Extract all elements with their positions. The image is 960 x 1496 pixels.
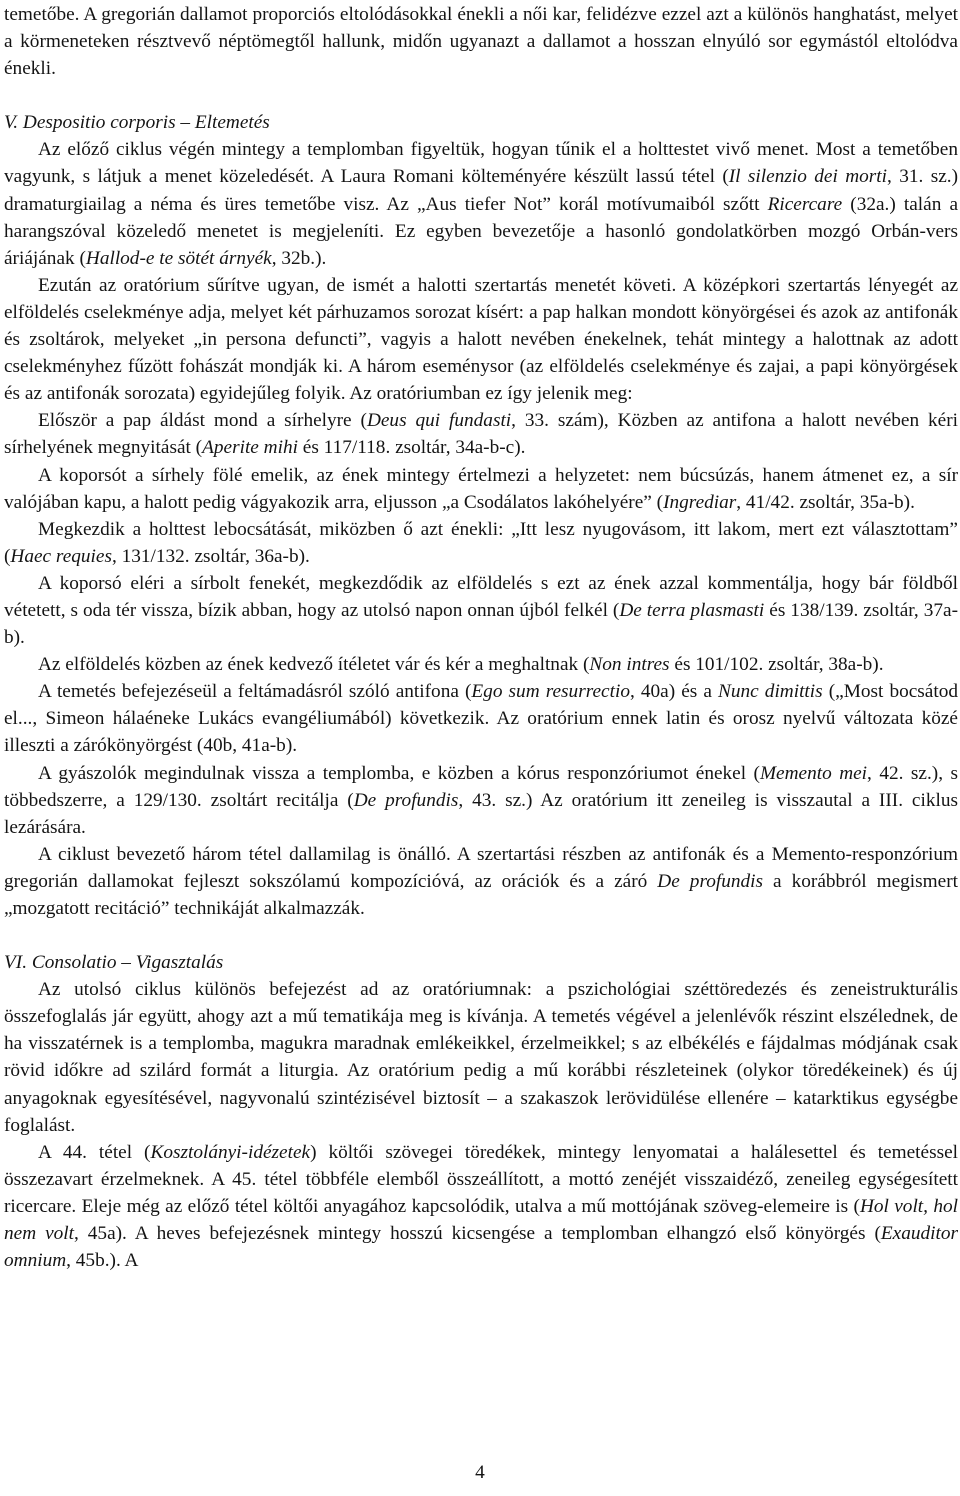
paragraph xyxy=(4,516,958,570)
paragraph xyxy=(4,1,958,82)
paragraph xyxy=(4,407,958,461)
text-run: Először a pap áldást mond a sírhelyre ( xyxy=(38,410,367,432)
text-run: , 45a). A heves befejezésnek mintegy hosszú kicsengése a templomban elhangzó első könyörgés ( xyxy=(74,1223,881,1245)
italic-title: Ego sum resurrectio xyxy=(471,681,630,703)
text-run: és 138/139. zsoltár, 37a-b). xyxy=(4,599,958,649)
text-run: Az elföldelés közben az ének kedvező ítéletet vár és kér a meghaltnak ( xyxy=(38,654,590,676)
paragraph xyxy=(4,976,958,1139)
italic-title: Non intres xyxy=(589,654,670,676)
italic-title: De profundis xyxy=(353,789,459,811)
text-run: , 32b.). xyxy=(271,247,327,269)
text-run: („Most bocsátod el..., Simeon hálaéneke Lukács evangéliumából) következik. Az oratórium ennek latin és orosz nyelvű változata közé illeszti a zárókönyörgést (40b, 41a-b). xyxy=(4,681,958,757)
text-run: ) költői szövegei töredékek, mintegy lenyomatai a halálesettel és temetéssel összezavart érzelmeknek. A 45. tétel többféle elemből összeállított, a mottó zenéjét visszaidéző, zeneileg egységesített ricercare. Eleje még az előző tétel költői anyagához kapcsolódik, utalva a mű mottójának szöveg-elemeire is ( xyxy=(4,1141,958,1217)
italic-title: Kosztolányi-idézetek xyxy=(150,1141,311,1163)
italic-title: Exauditor omnium xyxy=(4,1223,958,1272)
paragraph xyxy=(4,462,958,516)
italic-title: Aperite mihi xyxy=(202,437,298,459)
text-run: és 117/118. zsoltár, 34a-b-c). xyxy=(297,437,526,459)
section-heading xyxy=(4,109,958,136)
text-run: a korábbról megismert „mozgatott recitáció” technikáját alkalmazzák. xyxy=(4,870,959,919)
paragraph xyxy=(4,841,958,922)
paragraph xyxy=(4,678,958,759)
italic-title: Ingrediar xyxy=(663,491,737,513)
text-run: , 43. sz.) Az oratórium itt zeneileg is visszautal a III. ciklus lezárására. xyxy=(4,789,958,838)
italic-title: De profundis xyxy=(657,870,764,892)
italic-title: Ricercare xyxy=(767,193,843,215)
paragraph xyxy=(4,570,958,651)
text-body xyxy=(4,1,958,1274)
section-heading xyxy=(4,949,958,976)
text-run: V. Despositio corporis – Eltemetés xyxy=(4,112,270,134)
italic-title: Nunc dimittis xyxy=(718,681,823,703)
text-run: , 33. szám), Közben az antifona a halott nevében kéri sírhelyének megnyitását ( xyxy=(4,410,959,459)
text-run: Ezután az oratórium sűrítve ugyan, de ismét a halotti szertartás menetét követi. A középkori szertartás lényegét az elföldelés cselekménye adja, melyet két párhuzamos sorozat kísért: a pap halkan mondott könyörgései és azok az antifonák és zsoltárok, melyeket „in persona defuncti”, vagyis a halott nevében énekelnek, tehát mintegy a halottnak az adott cselekményhez fűzött fohászát mondják ki. A három eseménysor (az elföldelés cselekménye és zajai, a papi könyörgések és az antifonák sorozata) egyidejűleg folyik. Az oratóriumban ez így jelenik meg: xyxy=(4,274,958,405)
text-run: , 131/132. zsoltár, 36a-b). xyxy=(111,545,310,567)
paragraph xyxy=(4,760,958,841)
text-run: VI. Consolatio – Vigasztalás xyxy=(4,952,224,974)
text-run: , 42. sz.), s többedszerre, a 129/130. zsoltárt recitálja ( xyxy=(4,762,959,811)
text-run: , 40a) és a xyxy=(629,681,719,703)
text-run: , 31. sz.) dramaturgiailag a néma és üres temetőbe visz. Az „Aus tiefer Not” korál motívumaiból szőtt xyxy=(4,166,959,215)
italic-title: De terra plasmasti xyxy=(619,599,765,621)
text-run: A gyászolók megindulnak vissza a templomba, e közben a kórus responzóriumot énekel ( xyxy=(38,762,760,784)
italic-title: Haec requies xyxy=(10,545,112,567)
text-run: és 101/102. zsoltár, 38a-b). xyxy=(669,654,884,676)
page-number: 4 xyxy=(475,1462,485,1483)
italic-title: Hallod-e te sötét árnyék xyxy=(85,247,272,269)
paragraph xyxy=(4,651,958,678)
italic-title: Il silenzio dei morti xyxy=(728,166,887,188)
paragraph xyxy=(4,136,958,271)
text-run: Az utolsó ciklus különös befejezést ad az oratóriumnak: a pszichológiai széttöredezés és zeneistrukturális összefoglalás jár együtt, ahogy azt a mű tematikája meg is kívánja. A temetés végével a jelenlévők részint elszélednek, de ha visszatérnek is a templomba, magukra maradnak emlékeikkel, érzelmeikkel; s az elbékélés e fájdalmas módjának csak rövid időkre ad szilárd formát a liturgia. Az oratórium pedig a mű korábbi részleteinek (olykor töredékeinek) és új anyagoknak egyesítésével, nagyvonalú szintézisével biztosít – a szakaszok lerövidülése ellenére – katarktikus egységbe foglalást. xyxy=(4,979,958,1136)
text-run: , 41/42. zsoltár, 35a-b). xyxy=(736,491,915,513)
text-run: A temetés befejezéseül a feltámadásról szóló antifona ( xyxy=(38,681,472,703)
text-run: A koporsó eléri a sírbolt fenekét, megkezdődik az elföldelés s ezt az ének azzal kommentálja, hogy bár földből vétetett, s oda tér vissza, bízik abban, hogy az utolsó napon onnan újból felkél ( xyxy=(4,572,958,621)
text-run: A koporsót a sírhely fölé emelik, az ének mintegy értelmezi a helyzetet: nem búcsúzás, hanem átmenet ez, a sír valójában kapu, a halott pedig vágyakozik arra, eljusson „a Csodálatos lakóhelyére” ( xyxy=(4,464,958,513)
text-run: A ciklust bevezető három tétel dallamilag is önálló. A szertartási részben az antifonák és a Memento-responzórium gregorián dallamokat fejleszt sokszólamú kompozícióvá, az orációk és a záró xyxy=(4,843,958,892)
text-run: temetőbe. A gregorián dallamot proporciós eltolódásokkal énekli a női kar, felidézve ezzel azt a különös hanghatást, melyet a körmeneteken résztvevő néptömegtől hallunk, midőn ugyanazt a dallamot a hosszan elnyúló sor egymástól eltolódva énekli. xyxy=(4,4,958,80)
text-run: (32a.) talán a harangszóval közeledő menetet is megjeleníti. Ez egyben bevezetője a hasonló gondolatkörben mozgó Orbán-vers áriájának ( xyxy=(4,193,959,269)
text-run: , 45b.). A xyxy=(66,1250,139,1272)
paragraph xyxy=(4,272,958,407)
italic-title: Memento mei xyxy=(759,762,868,784)
italic-title: Deus qui fundasti xyxy=(366,410,512,432)
paragraph xyxy=(4,1139,958,1274)
text-run: Az előző ciklus végén mintegy a templomban figyeltük, hogyan tűnik el a holttestet vivő menet. Most a temetőben vagyunk, s látjuk a menet közeledését. A Laura Romani költeményére készült lassú tétel ( xyxy=(4,139,958,188)
text-run: Megkezdik a holttest lebocsátását, miközben ő azt énekli: „Itt lesz nyugovásom, itt lakom, mert ezt választottam” ( xyxy=(4,518,958,567)
italic-title: Hol volt, hol nem volt xyxy=(4,1195,958,1245)
text-run: A 44. tétel ( xyxy=(38,1141,151,1163)
